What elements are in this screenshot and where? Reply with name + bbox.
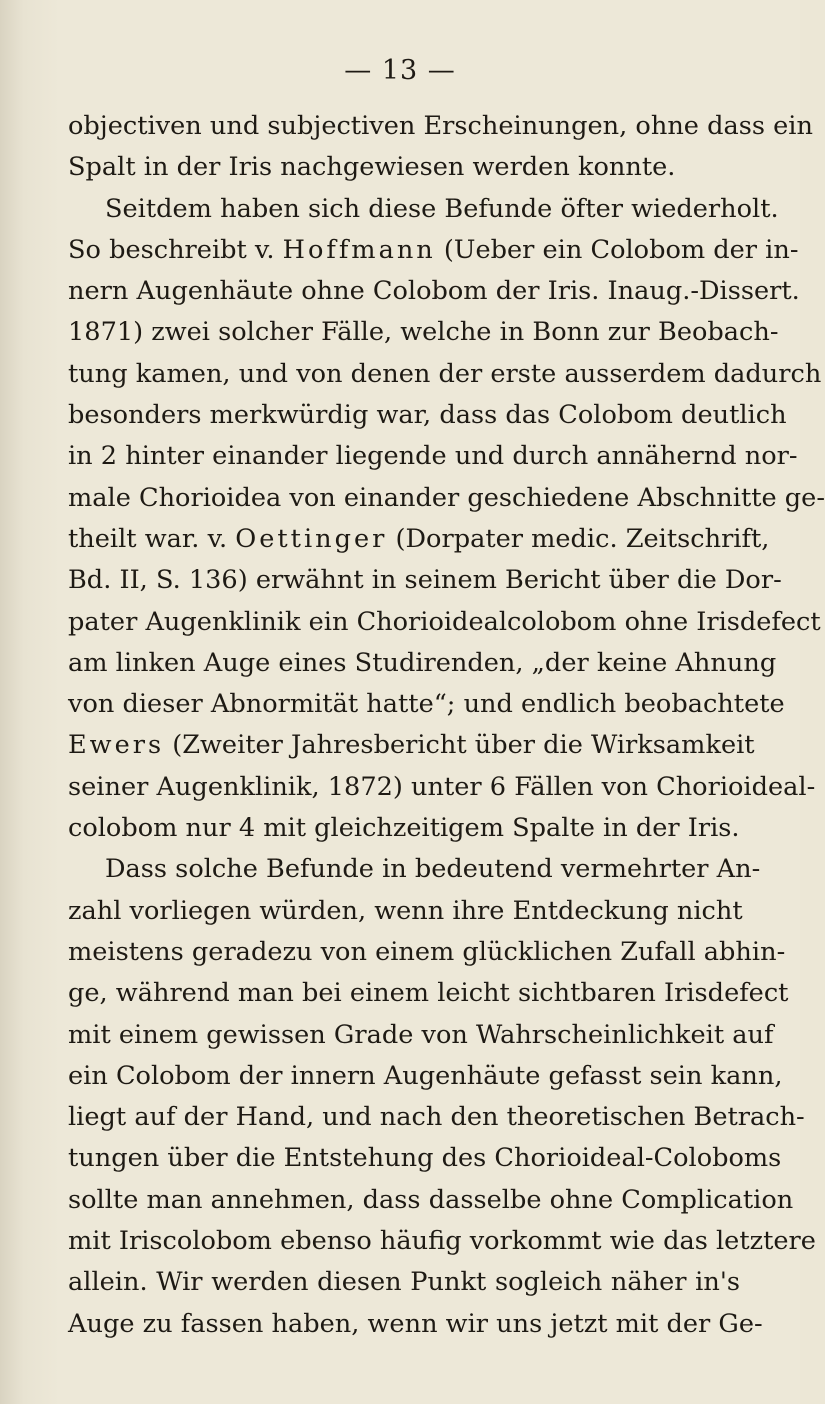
text-line: ge, während man bei einem leicht sichtbaren Irisdefect [68,978,789,1009]
text-line: sollte man annehmen, dass dasselbe ohne Complication [68,1184,794,1215]
text-line: von dieser Abnormität hatte“; und endlich beobachtete [68,689,785,720]
author-name: Hoffmann [282,234,436,265]
body-text [68,106,825,1345]
text-line: in 2 hinter einander liegende und durch annähernd nor- [68,441,798,472]
text-line: theilt war. v. Oettinger (Dorpater medic. Zeitschrift, [68,523,770,554]
text-line: zahl vorliegen würden, wenn ihre Entdeckung nicht [68,895,743,926]
text-line: meistens geradezu von einem glücklichen Zufall abhin- [68,936,786,967]
text-line: tungen über die Entstehung des Chorioideal-Coloboms [68,1143,782,1174]
text-line: Seitdem haben sich diese Befunde öfter wiederholt. [105,193,779,224]
author-name: Oettinger [235,523,388,554]
page-number: — 13 — [344,55,456,86]
text-line: seiner Augenklinik, 1872) unter 6 Fällen von Chorioideal- [68,771,816,802]
text-line: Bd. II, S. 136) erwähnt in seinem Bericht über die Dor- [68,565,782,596]
text-line: tung kamen, und von denen der erste ausserdem dadurch [68,358,822,389]
text-line: objectiven und subjectiven Erscheinungen, ohne dass ein [68,111,813,141]
text-line: Auge zu fassen haben, wenn wir uns jetzt mit der Ge- [68,1308,763,1339]
text-line: Spalt in der Iris nachgewiesen werden konnte. [68,152,676,183]
text-line: 1871) zwei solcher Fälle, welche in Bonn zur Beobach- [68,317,779,348]
text-line: Dass solche Befunde in bedeutend vermehrter An- [105,854,761,885]
text-line: allein. Wir werden diesen Punkt sogleich näher in's [68,1267,740,1298]
text-line: Ewers (Zweiter Jahresbericht über die Wirksamkeit [68,730,755,761]
author-name: Ewers [68,730,165,761]
text-line: liegt auf der Hand, und nach den theoretischen Betrach- [68,1102,805,1133]
text-line: male Chorioidea von einander geschiedene Abschnitte ge- [68,482,825,513]
text-line: ein Colobom der innern Augenhäute gefasst sein kann, [68,1060,783,1091]
text-line: pater Augenklinik ein Chorioidealcolobom ohne Irisdefect [68,606,821,637]
text-line: besonders merkwürdig war, dass das Colobom deutlich [68,400,787,431]
text-line: mit einem gewissen Grade von Wahrscheinlichkeit auf [68,1019,774,1050]
text-line: mit Iriscolobom ebenso häufig vorkommt wie das letztere [68,1226,816,1257]
text-line: So beschreibt v. Hoffmann (Ueber ein Colobom der in- [68,234,799,265]
text-line: am linken Auge eines Studirenden, „der keine Ahnung [68,647,777,678]
text-line: nern Augenhäute ohne Colobom der Iris. Inaug.-Dissert. [68,276,800,307]
text-line: colobom nur 4 mit gleichzeitigem Spalte in der Iris. [68,813,740,844]
